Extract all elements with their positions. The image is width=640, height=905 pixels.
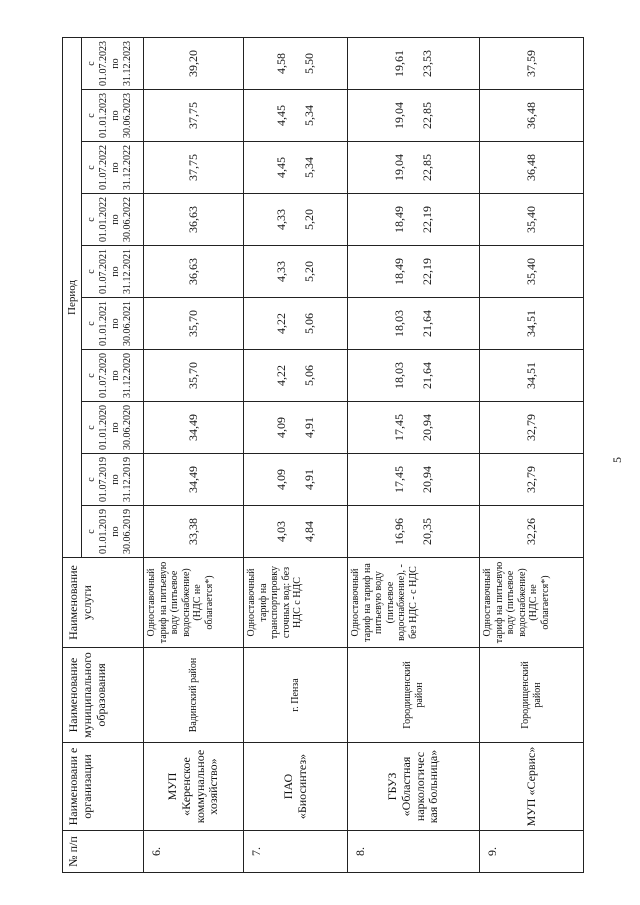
tariff-value: 35,70 [185, 362, 200, 389]
period-header-4 [82, 298, 144, 350]
period-header-1 [82, 454, 144, 506]
tariff-value-cell [244, 350, 348, 402]
tariff-value: 36,48 [523, 102, 538, 129]
tariff-value-cell [144, 298, 244, 350]
municipality-name: Городищенский район [348, 648, 480, 743]
period-line: по [110, 214, 121, 225]
municipality-name: Городищенский район [480, 648, 584, 743]
tariff-value-cell [348, 402, 480, 454]
tariff-value-cell [144, 402, 244, 454]
tariff-value-cell [480, 246, 584, 298]
tariff-value-cell [348, 38, 480, 90]
tariff-value-cell [144, 194, 244, 246]
tariff-value-cell [244, 194, 348, 246]
tariff-value: 20,94 [419, 466, 434, 493]
tariff-value-cell [244, 246, 348, 298]
tariff-value: 4,91 [301, 469, 316, 490]
tariff-value: 34,49 [185, 414, 200, 441]
tariff-value: 17,45 [391, 414, 406, 441]
header-mun: Наименование муниципального образования [63, 648, 144, 743]
tariff-value: 4,03 [273, 521, 288, 542]
tariff-value-cell [244, 506, 348, 558]
header-period: Период [63, 38, 82, 558]
period-line: с 01.07.2020 [86, 353, 109, 398]
tariff-value: 22,85 [419, 154, 434, 181]
period-header-8 [82, 90, 144, 142]
header-svc: Наименование услуги [63, 558, 144, 648]
period-line: с 01.01.2022 [86, 197, 109, 242]
tariff-value-cell [144, 454, 244, 506]
organization-name: МУП «Сервис» [480, 743, 584, 831]
tariff-value: 5,06 [301, 365, 316, 386]
period-line: по [110, 318, 121, 329]
period-line: 30.06.2023 [122, 93, 133, 138]
period-line: с 01.01.2020 [86, 405, 109, 450]
tariff-value-cell [480, 506, 584, 558]
tariff-value-cell [480, 402, 584, 454]
tariff-value: 4,58 [273, 53, 288, 74]
tariff-value-cell [480, 90, 584, 142]
row-number: 9. [480, 831, 584, 873]
tariff-value: 4,45 [273, 105, 288, 126]
period-line: по [110, 266, 121, 277]
period-line: 31.12.2020 [122, 353, 133, 398]
tariff-value: 33,38 [185, 518, 200, 545]
organization-name: ГБУЗ «Областная наркологичес кая больница» [348, 743, 480, 831]
tariff-value-cell [348, 506, 480, 558]
page-number: 5 [610, 457, 624, 463]
tariff-value: 4,22 [273, 313, 288, 334]
period-line: с 01.07.2022 [86, 145, 109, 190]
tariff-value: 4,09 [273, 417, 288, 438]
period-line: по [110, 58, 121, 69]
header-org: Наименовани е организации [63, 743, 144, 831]
tariff-value: 5,50 [301, 53, 316, 74]
tariff-value-cell [348, 246, 480, 298]
tariff-value: 19,61 [391, 50, 406, 77]
tariff-value: 18,03 [391, 362, 406, 389]
tariff-value-cell [244, 90, 348, 142]
tariff-value-cell [480, 298, 584, 350]
tariff-value: 39,20 [185, 50, 200, 77]
tariff-value: 20,94 [419, 414, 434, 441]
tariff-value: 4,09 [273, 469, 288, 490]
period-line: по [110, 526, 121, 537]
tariff-value-cell [144, 142, 244, 194]
tariff-value-cell [480, 194, 584, 246]
tariff-value-cell [348, 194, 480, 246]
tariff-value-cell [144, 246, 244, 298]
period-line: 31.12.2019 [122, 457, 133, 502]
tariff-value: 18,49 [391, 258, 406, 285]
tariff-value: 21,64 [419, 310, 434, 337]
tariff-value: 36,63 [185, 206, 200, 233]
tariff-value-cell [144, 350, 244, 402]
tariff-table [62, 37, 584, 873]
tariff-value-cell [244, 454, 348, 506]
tariff-value: 17,45 [391, 466, 406, 493]
service-name: Одноставочный тариф на тариф на питьевую воду (питьевое водоснабжение), - без НДС - с НДС [348, 558, 480, 648]
tariff-value: 22,85 [419, 102, 434, 129]
tariff-value: 19,04 [391, 102, 406, 129]
tariff-value: 32,79 [523, 466, 538, 493]
tariff-value: 35,40 [523, 258, 538, 285]
tariff-value: 4,33 [273, 209, 288, 230]
row-number: 6. [144, 831, 244, 873]
tariff-value: 35,70 [185, 310, 200, 337]
tariff-value-cell [480, 454, 584, 506]
table-row [144, 38, 244, 873]
table-row [480, 38, 584, 873]
period-line: по [110, 370, 121, 381]
tariff-value: 5,06 [301, 313, 316, 334]
period-line: 30.06.2020 [122, 405, 133, 450]
tariff-value: 16,96 [391, 518, 406, 545]
period-line: 31.12.2022 [122, 145, 133, 190]
period-header-2 [82, 402, 144, 454]
tariff-value: 32,79 [523, 414, 538, 441]
tariff-value-cell [348, 454, 480, 506]
tariff-value: 37,75 [185, 102, 200, 129]
period-header-9 [82, 38, 144, 90]
period-line: 31.12.2021 [122, 249, 133, 294]
tariff-value-cell [480, 350, 584, 402]
period-header-7 [82, 142, 144, 194]
tariff-value: 18,03 [391, 310, 406, 337]
tariff-value: 32,26 [523, 518, 538, 545]
period-line: по [110, 162, 121, 173]
period-line: с 01.07.2023 [86, 41, 109, 86]
period-line: с 01.07.2021 [86, 249, 109, 294]
tariff-value-cell [348, 90, 480, 142]
period-header-3 [82, 350, 144, 402]
tariff-value: 4,22 [273, 365, 288, 386]
period-header-5 [82, 246, 144, 298]
tariff-value-cell [348, 350, 480, 402]
tariff-value: 4,91 [301, 417, 316, 438]
period-line: 31.12.2023 [122, 41, 133, 86]
tariff-value: 36,48 [523, 154, 538, 181]
tariff-value: 22,19 [419, 258, 434, 285]
tariff-value: 5,34 [301, 157, 316, 178]
period-line: по [110, 422, 121, 433]
tariff-value: 34,51 [523, 362, 538, 389]
tariff-value-cell [348, 142, 480, 194]
tariff-value-cell [144, 38, 244, 90]
period-header-6 [82, 194, 144, 246]
tariff-value: 19,04 [391, 154, 406, 181]
tariff-value: 5,20 [301, 209, 316, 230]
tariff-value-cell [244, 142, 348, 194]
period-line: по [110, 110, 121, 121]
row-number: 8. [348, 831, 480, 873]
table-row [244, 38, 348, 873]
tariff-value: 37,59 [523, 50, 538, 77]
period-line: 30.06.2019 [122, 509, 133, 554]
tariff-value: 18,49 [391, 206, 406, 233]
tariff-value: 35,40 [523, 206, 538, 233]
tariff-value-cell [244, 402, 348, 454]
tariff-value: 20,35 [419, 518, 434, 545]
tariff-value-cell [144, 506, 244, 558]
tariff-value: 22,19 [419, 206, 434, 233]
service-name: Одноставочный тариф на питьевую воду (питьевое водоснабжение) (НДС не облагается*) [480, 558, 584, 648]
period-line: с 01.01.2021 [86, 301, 109, 346]
tariff-value: 37,75 [185, 154, 200, 181]
tariff-value-cell [144, 90, 244, 142]
tariff-value: 4,84 [301, 521, 316, 542]
period-header-0 [82, 506, 144, 558]
period-line: 30.06.2022 [122, 197, 133, 242]
row-number: 7. [244, 831, 348, 873]
tariff-value-cell [244, 38, 348, 90]
organization-name: МУП «Керенское коммунальное хозяйство» [144, 743, 244, 831]
tariff-value: 5,34 [301, 105, 316, 126]
tariff-value: 34,51 [523, 310, 538, 337]
period-line: с 01.07.2019 [86, 457, 109, 502]
period-line: по [110, 474, 121, 485]
tariff-value-cell [348, 298, 480, 350]
municipality-name: Вадинский район [144, 648, 244, 743]
tariff-value-cell [244, 298, 348, 350]
tariff-value: 5,20 [301, 261, 316, 282]
service-name: Одноставочный тариф на питьевую воду (питьевое водоснабжение) (НДС не облагается*) [144, 558, 244, 648]
organization-name: ПАО «Биосинтез» [244, 743, 348, 831]
tariff-value: 4,33 [273, 261, 288, 282]
tariff-value: 36,63 [185, 258, 200, 285]
period-line: с 01.01.2023 [86, 93, 109, 138]
tariff-value: 23,53 [419, 50, 434, 77]
period-line: 30.06.2021 [122, 301, 133, 346]
header-num: № п/п [63, 831, 144, 873]
tariff-value: 34,49 [185, 466, 200, 493]
tariff-value-cell [480, 142, 584, 194]
tariff-value-cell [480, 38, 584, 90]
tariff-value: 4,45 [273, 157, 288, 178]
period-line: с 01.01.2019 [86, 509, 109, 554]
service-name: Одноставочный тариф на транспортировку сточных вод: без НДС с НДС [244, 558, 348, 648]
table-row [348, 38, 480, 873]
tariff-value: 21,64 [419, 362, 434, 389]
municipality-name: г. Пенза [244, 648, 348, 743]
